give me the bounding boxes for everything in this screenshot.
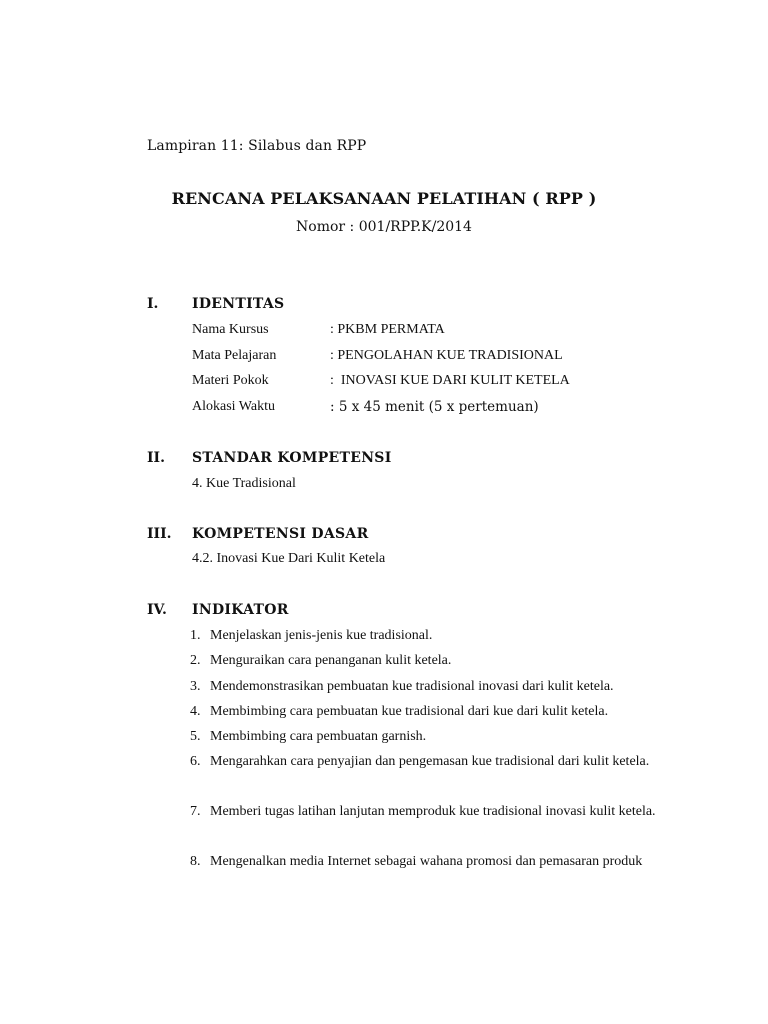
indikator-item-text: Memberi tugas latihan lanjutan memproduk kue tradisional inovasi kulit ketela. [210,804,656,819]
section-identitas-heading: IDENTITAS [192,296,285,312]
indikator-item-number: 8. [190,854,201,869]
indikator-item-text: Mengenalkan media Internet sebagai wahana promosi dan pemasaran produk [210,854,643,869]
indikator-item-number: 3. [190,679,201,694]
indikator-item-number: 5. [190,729,201,744]
document-title: RENCANA PELAKSANAAN PELATIHAN ( RPP ) [171,189,597,208]
section-standar-heading: STANDAR KOMPETENSI [192,450,392,466]
indikator-item-text: Membimbing cara pembuatan kue tradisional dari kue dari kulit ketela. [210,704,609,719]
identitas-label-mata-pelajaran: Mata Pelajaran [192,348,277,363]
section-kompetensi-heading: KOMPETENSI DASAR [192,526,369,542]
standar-kompetensi-text: 4. Kue Tradisional [192,476,296,491]
section-identitas-number: I. [147,296,159,312]
identitas-value-materi-pokok: : INOVASI KUE DARI KULIT KETELA [330,373,570,388]
indikator-item-text: Membimbing cara pembuatan garnish. [210,729,427,744]
indikator-item-number: 6. [190,754,201,769]
section-indikator-heading: INDIKATOR [192,602,289,618]
identitas-label-nama-kursus: Nama Kursus [192,322,269,337]
indikator-item-text: Menguraikan cara penanganan kulit ketela. [210,653,452,668]
section-indikator-number: IV. [147,602,167,618]
section-standar-number: II. [147,450,165,466]
identitas-value-nama-kursus: : PKBM PERMATA [330,322,445,337]
identitas-label-materi-pokok: Materi Pokok [192,373,269,388]
document-number: Nomor : 001/RPP.K/2014 [296,219,472,235]
section-kompetensi-number: III. [147,526,172,542]
identitas-value-alokasi-waktu: : 5 x 45 menit (5 x pertemuan) [330,399,539,415]
indikator-item-text: Menjelaskan jenis-jenis kue tradisional. [210,628,433,643]
indikator-item-number: 7. [190,804,201,819]
indikator-item-text: Mengarahkan cara penyajian dan pengemasan kue tradisional dari kulit ketela. [210,754,650,769]
indikator-item-text: Mendemonstrasikan pembuatan kue tradisional inovasi dari kulit ketela. [210,679,614,694]
identitas-value-mata-pelajaran: : PENGOLAHAN KUE TRADISIONAL [330,348,563,363]
kompetensi-dasar-text: 4.2. Inovasi Kue Dari Kulit Ketela [192,551,386,566]
identitas-label-alokasi-waktu: Alokasi Waktu [192,399,275,414]
appendix-label: Lampiran 11: Silabus dan RPP [147,138,367,154]
indikator-item-number: 1. [190,628,201,643]
indikator-item-number: 2. [190,653,201,668]
indikator-item-number: 4. [190,704,201,719]
